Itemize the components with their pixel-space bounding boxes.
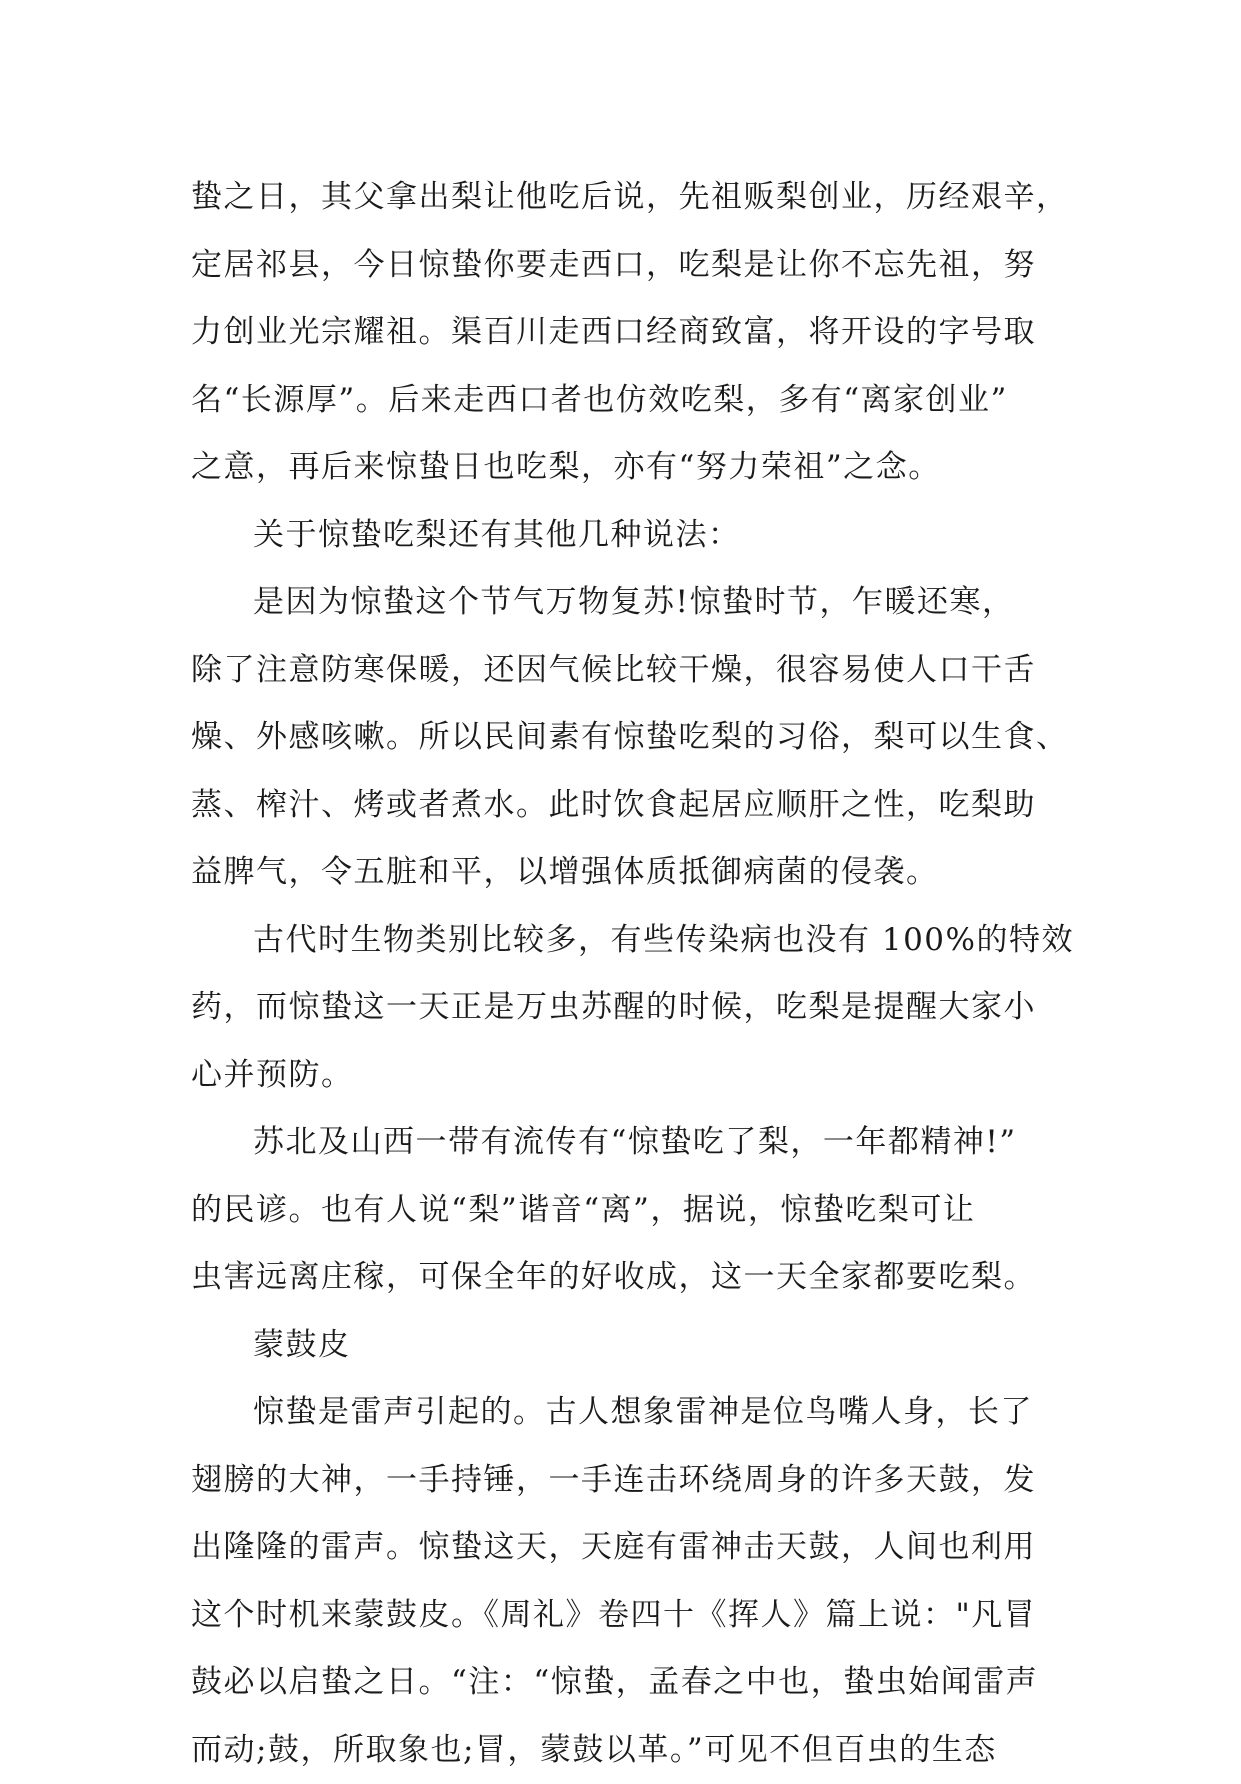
- text-line: 的民谚。也有人说“梨”谐音“离”，据说，惊蛰吃梨可让: [191, 1177, 1051, 1245]
- text-line: 蒙鼓皮: [191, 1312, 1051, 1380]
- text-line: 而动;鼓，所取象也;冒，蒙鼓以革。”可见不但百虫的生态: [191, 1717, 1051, 1784]
- text-line: 这个时机来蒙鼓皮。《周礼》卷四十《挥人》篇上说："凡冒: [191, 1582, 1051, 1650]
- document-body: [191, 164, 1051, 1784]
- text-line: 之意，再后来惊蛰日也吃梨，亦有“努力荣祖”之念。: [191, 434, 1051, 502]
- text-line: 古代时生物类别比较多，有些传染病也没有 100%的特效: [191, 907, 1051, 975]
- text-line: 蛰之日，其父拿出梨让他吃后说，先祖贩梨创业，历经艰辛，: [191, 164, 1051, 232]
- text-line: 鼓必以启蛰之日。“注：“惊蛰，孟春之中也，蛰虫始闻雷声: [191, 1649, 1051, 1717]
- text-line: 益脾气，令五脏和平，以增强体质抵御病菌的侵袭。: [191, 839, 1051, 907]
- text-line: 定居祁县，今日惊蛰你要走西口，吃梨是让你不忘先祖，努: [191, 232, 1051, 300]
- text-line: 苏北及山西一带有流传有“惊蛰吃了梨，一年都精神!”: [191, 1109, 1051, 1177]
- text-line: 翅膀的大神，一手持锤，一手连击环绕周身的许多天鼓，发: [191, 1447, 1051, 1515]
- text-line: 除了注意防寒保暖，还因气候比较干燥，很容易使人口干舌: [191, 637, 1051, 705]
- text-line: 惊蛰是雷声引起的。古人想象雷神是位鸟嘴人身，长了: [191, 1379, 1051, 1447]
- text-line: 名“长源厚”。后来走西口者也仿效吃梨，多有“离家创业”: [191, 367, 1051, 435]
- text-line: 力创业光宗耀祖。渠百川走西口经商致富，将开设的字号取: [191, 299, 1051, 367]
- text-line: 是因为惊蛰这个节气万物复苏!惊蛰时节，乍暖还寒，: [191, 569, 1051, 637]
- text-line: 虫害远离庄稼，可保全年的好收成，这一天全家都要吃梨。: [191, 1244, 1051, 1312]
- text-line: 药，而惊蛰这一天正是万虫苏醒的时候，吃梨是提醒大家小: [191, 974, 1051, 1042]
- text-line: 关于惊蛰吃梨还有其他几种说法：: [191, 502, 1051, 570]
- text-line: 燥、外感咳嗽。所以民间素有惊蛰吃梨的习俗，梨可以生食、: [191, 704, 1051, 772]
- text-line: 出隆隆的雷声。惊蛰这天，天庭有雷神击天鼓，人间也利用: [191, 1514, 1051, 1582]
- text-line: 心并预防。: [191, 1042, 1051, 1110]
- text-line: 蒸、榨汁、烤或者煮水。此时饮食起居应顺肝之性，吃梨助: [191, 772, 1051, 840]
